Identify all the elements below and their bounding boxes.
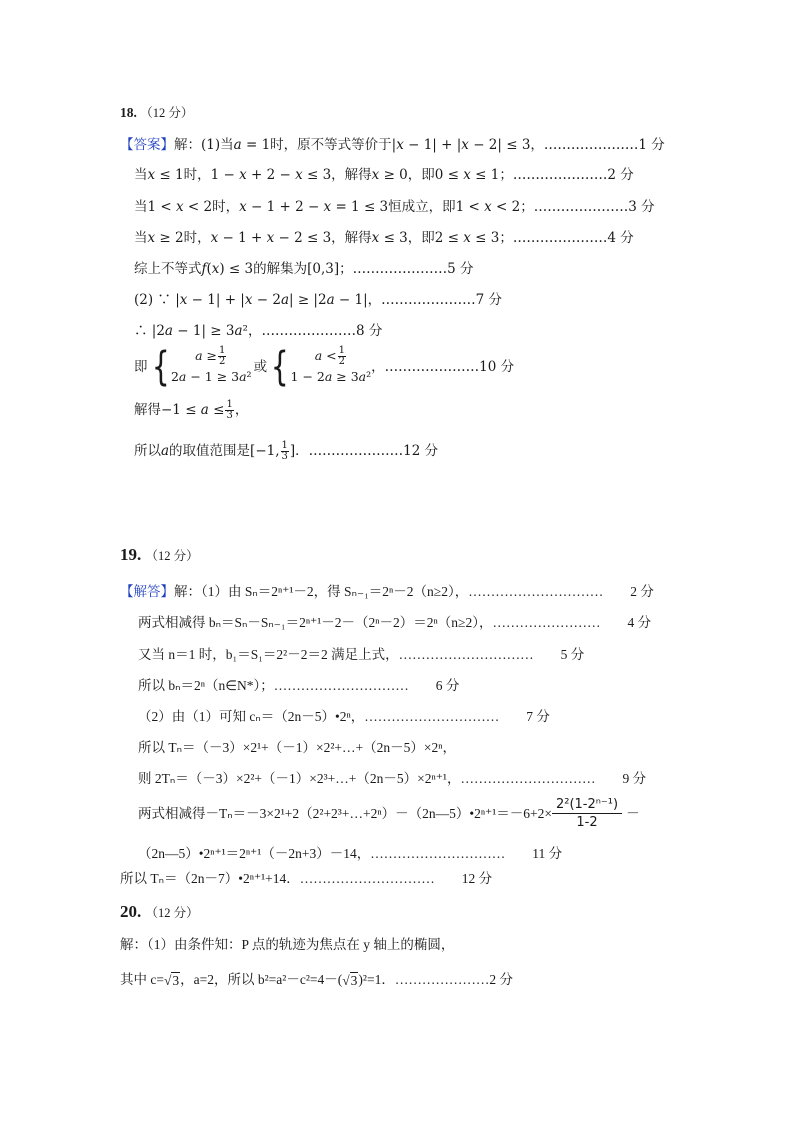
q18-line-7: ∴ |2𝑎 − 1| ≥ 3𝑎²，…………………8 分 <box>134 323 383 339</box>
answer-tag: 【答案】 <box>120 137 174 153</box>
q19-line-7: 则 2Tₙ＝（－3）×2²+（－1）×2³+…+（2n－5）×2ⁿ⁺¹，………………………… 9 分 <box>138 771 647 786</box>
q19-line-4: 所以 bₙ＝2ⁿ（n∈N*）；………………………… 6 分 <box>138 678 460 693</box>
answer-tag: 【解答】 <box>120 584 174 599</box>
q20-line-1: 解：（1）由条件知：P 点的轨迹为焦点在 y 轴上的椭圆， <box>120 937 455 952</box>
q18-solve-line: 解得−1 ≤ 𝑎 ≤ $\frac{1}{3}$ ， <box>134 399 249 421</box>
q18-system <box>134 343 515 390</box>
q20-number: 20. <box>120 902 142 921</box>
q19-line-3: 又当 n＝1 时，b₁＝S₁＝2²－2＝2 满足上式，………………………… 5 分 <box>138 647 585 662</box>
q18-text: 解：(1)当𝑎 = 1时，原不等式等价于|𝑥 − 1| + |𝑥 − 2| ≤ 3，…………………1 分 <box>174 137 665 153</box>
q18-line-1 <box>120 136 665 154</box>
q19-line-1: 【解答】解：（1）由 Sₙ＝2ⁿ⁺¹－2，得 Sₙ₋₁＝2ⁿ－2（n≥2），………………………… 2 分 <box>120 584 654 599</box>
q18-number: 18. <box>120 105 137 120</box>
sqrt-icon: √3 <box>163 972 180 988</box>
q19-header <box>120 546 199 565</box>
q18-header <box>120 104 193 122</box>
q18-line-2: 当𝑥 ≤ 1时，1 − 𝑥 + 2 − 𝑥 ≤ 3，解得𝑥 ≥ 0，即0 ≤ 𝑥 ≤ 1；…………………2 分 <box>134 167 634 183</box>
q20-header <box>120 903 199 922</box>
q19-final-line: 所以 Tₙ＝（2n－7）•2ⁿ⁺¹+14．………………………… 12 分 <box>120 871 493 886</box>
q19-fraction: $\frac{\text{2²(1-2ⁿ⁻¹)}}{1-2}$ <box>552 796 622 831</box>
q19-number: 19. <box>120 545 142 564</box>
system-right-row-2: 1 − 2𝑎 ≥ 3𝑎² <box>290 369 372 384</box>
q18-line-4: 当𝑥 ≥ 2时，𝑥 − 1 + 𝑥 − 2 ≤ 3，解得𝑥 ≤ 3，即2 ≤ 𝑥 ≤ 3；…………………4 分 <box>134 230 634 246</box>
system-right-row-1: 𝑎 < $\frac{1}{2}$ <box>314 345 345 367</box>
sqrt-icon: √3 <box>342 972 358 988</box>
q19-subtract-line: 两式相减得－Tₙ＝－3×2¹+2（2²+2³+…+2ⁿ）－（2n—5）•2ⁿ⁺¹＝－6+2× $\frac{\text{2²(1-2ⁿ⁻¹)}}{1-2}$ － <box>138 797 640 830</box>
system-or: 或 <box>253 358 268 375</box>
system-left <box>148 343 252 390</box>
q20-score: （12 分） <box>145 906 199 920</box>
system-left-row-1: 𝑎 ≥ $\frac{1}{2}$ <box>195 345 226 367</box>
system-left-row-2: 2𝑎 − 1 ≥ 3𝑎² <box>170 369 252 384</box>
q18-score: （12 分） <box>140 106 194 120</box>
system-right <box>267 343 372 390</box>
q19-line-6: 所以 Tₙ＝（－3）×2¹+（－1）×2²+…+（2n－5）×2ⁿ， <box>138 740 457 755</box>
q20-line-2: 其中 c=√3，a=2，所以 b²=a²－c²=4－(√3)²=1．…………………2 分 <box>120 972 513 988</box>
q18-range-line: 所以𝑎的取值范围是[−1, $\frac{1}{3}$ ]．…………………12 分 <box>134 440 439 462</box>
q19-line-2: 两式相减得 bₙ＝Sₙ－Sₙ₋₁＝2ⁿ⁺¹－2－（2ⁿ－2）＝2ⁿ（n≥2），…………………… 4 分 <box>138 615 652 630</box>
q19-cont-line: （2n—5）•2ⁿ⁺¹＝2ⁿ⁺¹（－2n+3）－14，………………………… 11 分 <box>138 846 563 861</box>
left-brace-icon: { <box>270 343 289 390</box>
q18-line-3: 当1 < 𝑥 < 2时，𝑥 − 1 + 2 − 𝑥 = 1 ≤ 3恒成立，即1 < 𝑥 < 2；…………………3 分 <box>134 199 655 215</box>
q18-line-6: (2) ∵ |𝑥 − 1| + |𝑥 − 2𝑎| ≥ |2𝑎 − 1|，…………………7 分 <box>134 292 503 308</box>
system-prefix: 即 <box>134 358 148 375</box>
q18-line-5: 综上不等式𝑓(𝑥) ≤ 3的解集为[0,3]；…………………5 分 <box>134 261 474 277</box>
left-brace-icon: { <box>151 343 170 390</box>
system-score: ，…………………10 分 <box>371 358 515 375</box>
q19-score: （12 分） <box>145 549 199 563</box>
q19-line-5: （2）由（1）可知 cₙ＝（2n－5）•2ⁿ，………………………… 7 分 <box>138 709 550 724</box>
